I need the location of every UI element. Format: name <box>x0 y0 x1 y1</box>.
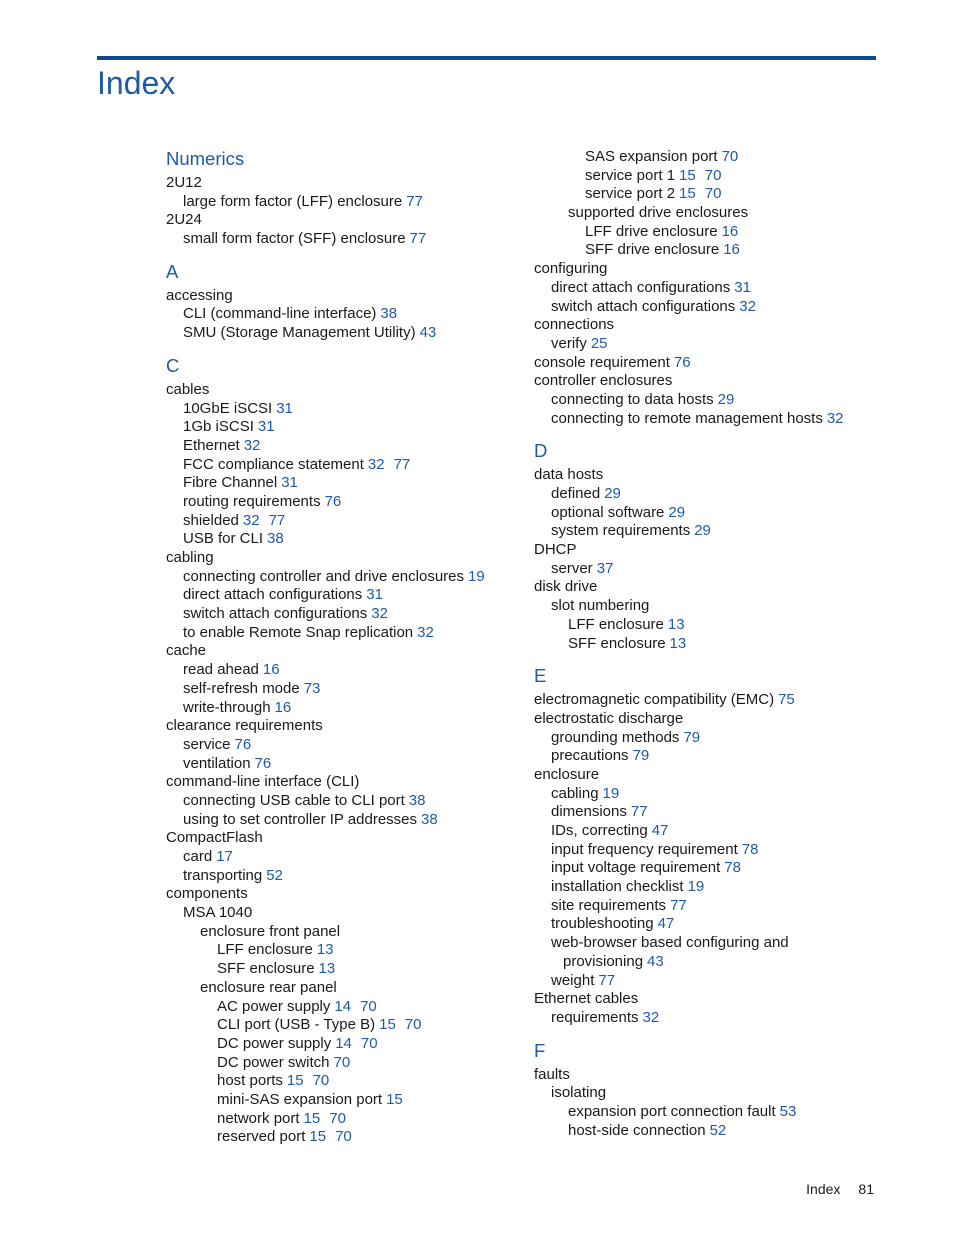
index-entry <box>534 504 874 523</box>
page-reference-link[interactable]: 13 <box>667 615 685 633</box>
index-term: to enable Remote Snap replication <box>183 623 414 641</box>
index-term: connecting to data hosts <box>551 390 714 408</box>
page-reference-link[interactable]: 70 <box>360 997 377 1015</box>
page-reference-link[interactable]: 15 <box>309 1128 327 1146</box>
index-entry <box>534 897 874 916</box>
index-entry <box>166 642 526 661</box>
index-entry <box>534 241 874 260</box>
index-term: weight <box>551 971 595 989</box>
index-term: MSA 1040 <box>183 904 253 922</box>
index-entry <box>534 878 874 897</box>
index-entry <box>166 979 526 998</box>
index-entry <box>534 822 874 841</box>
page-reference-link[interactable]: 70 <box>312 1072 330 1090</box>
page-reference-link[interactable]: 77 <box>406 192 423 210</box>
index-entry <box>534 766 874 785</box>
index-term: controller enclosures <box>534 372 673 390</box>
page-reference-link[interactable]: 38 <box>380 305 398 323</box>
index-term: grounding methods <box>551 728 680 746</box>
index-entry <box>166 381 526 400</box>
index-term: switch attach configurations <box>551 297 736 315</box>
page-reference-link[interactable]: 14 <box>335 1034 352 1052</box>
index-letter-heading: A <box>166 260 179 282</box>
page-reference-link[interactable]: 32 <box>739 297 756 315</box>
index-column-right <box>534 148 874 1140</box>
page-reference-link[interactable]: 31 <box>366 586 383 604</box>
index-entry <box>534 915 874 934</box>
page-reference-link[interactable]: 70 <box>704 185 722 203</box>
index-term: defined <box>551 485 601 502</box>
page-reference-link[interactable]: 17 <box>216 848 233 865</box>
index-term: electrostatic discharge <box>534 709 684 727</box>
index-entry <box>534 785 874 804</box>
index-term: web-browser based configuring and <box>551 934 789 952</box>
index-entry <box>534 616 874 635</box>
index-entry <box>534 1103 874 1122</box>
page-reference-link[interactable]: 13 <box>669 634 687 652</box>
index-entry <box>534 522 874 541</box>
index-entry <box>166 456 526 475</box>
page-reference-link[interactable]: 47 <box>651 822 669 839</box>
index-entry <box>166 605 526 624</box>
index-term: LFF enclosure <box>568 615 664 633</box>
index-entry <box>166 549 526 568</box>
index-entry <box>534 597 874 616</box>
index-term: disk drive <box>534 578 598 596</box>
index-column-left <box>166 148 526 1147</box>
page-reference-link[interactable]: 15 <box>386 1090 403 1108</box>
index-term: AC power supply <box>217 997 331 1015</box>
index-term: faults <box>534 1065 570 1083</box>
index-entry <box>166 1035 526 1054</box>
index-term: SFF drive enclosure <box>585 241 720 259</box>
index-entry <box>534 335 874 354</box>
index-entry <box>166 941 526 960</box>
index-term: clearance requirements <box>166 717 323 735</box>
page-reference-link[interactable]: 70 <box>721 148 739 165</box>
page-reference-link[interactable]: 31 <box>734 278 751 296</box>
page-reference-link[interactable]: 73 <box>303 679 321 697</box>
index-letter-heading: C <box>166 354 180 376</box>
index-term: IDs, correcting <box>551 822 648 839</box>
index-term: supported drive enclosures <box>568 204 749 222</box>
index-term: data hosts <box>534 466 604 484</box>
page-reference-link[interactable]: 77 <box>670 896 687 914</box>
index-entry <box>166 792 526 811</box>
index-term: shielded <box>183 511 239 529</box>
index-entry <box>166 1054 526 1073</box>
index-term: Ethernet <box>183 436 240 454</box>
index-term: self-refresh mode <box>183 679 300 697</box>
index-entry <box>166 586 526 605</box>
index-term: SMU (Storage Management Utility) <box>183 324 416 342</box>
page-reference-link[interactable]: 15 <box>679 185 696 203</box>
index-term: Fibre Channel <box>183 474 278 492</box>
index-term: transporting <box>183 866 263 884</box>
page-reference-link[interactable]: 29 <box>668 503 686 521</box>
page-reference-link[interactable]: 52 <box>709 1121 727 1139</box>
index-entry <box>166 923 526 942</box>
index-entry <box>166 493 526 512</box>
page-reference-link[interactable]: 15 <box>303 1109 321 1127</box>
index-entry <box>166 717 526 736</box>
index-entry <box>534 803 874 822</box>
index-term: configuring <box>534 260 608 278</box>
index-entry <box>166 829 526 848</box>
index-term: DC power switch <box>217 1053 330 1071</box>
index-entry <box>166 211 526 230</box>
footer-label: Index <box>806 1181 841 1197</box>
index-entry <box>534 1122 874 1141</box>
page-reference-link[interactable]: 32 <box>243 436 261 454</box>
index-term: service port 2 <box>585 185 676 203</box>
index-entry <box>534 372 874 391</box>
page-reference-link[interactable]: 32 <box>367 455 385 473</box>
page-reference-link[interactable]: 76 <box>234 735 252 753</box>
index-term: input frequency requirement <box>551 840 738 858</box>
index-entry <box>166 418 526 437</box>
index-term: enclosure rear panel <box>200 978 337 996</box>
index-term: USB for CLI <box>183 530 264 548</box>
index-entry <box>534 391 874 410</box>
index-term: connecting USB cable to CLI port <box>183 791 405 809</box>
index-entry <box>166 305 526 324</box>
page-reference-link[interactable]: 52 <box>266 866 283 884</box>
index-entry <box>166 474 526 493</box>
page-reference-link[interactable]: 32 <box>417 623 434 641</box>
index-term: DC power supply <box>217 1034 332 1052</box>
index-entry <box>534 691 874 710</box>
index-term: card <box>183 848 213 865</box>
page-reference-link[interactable]: 19 <box>602 784 620 802</box>
index-entry <box>166 174 526 193</box>
index-entry <box>534 185 874 204</box>
index-entry <box>166 400 526 419</box>
page-reference-link[interactable]: 38 <box>408 791 426 809</box>
index-entry <box>166 960 526 979</box>
index-term: Ethernet cables <box>534 990 639 1008</box>
index-entry <box>166 230 526 249</box>
index-entry <box>166 885 526 904</box>
index-term: host-side connection <box>568 1121 706 1139</box>
page-reference-link[interactable]: 15 <box>379 1016 396 1034</box>
page-reference-link[interactable]: 70 <box>360 1034 378 1052</box>
page-reference-link[interactable]: 25 <box>590 334 608 352</box>
index-term: site requirements <box>551 896 667 914</box>
index-entry <box>534 934 874 953</box>
index-entry <box>534 747 874 766</box>
page-reference-link[interactable]: 16 <box>262 661 280 679</box>
index-term: troubleshooting <box>551 915 654 933</box>
index-term: 1Gb iSCSI <box>183 418 254 436</box>
page-reference-link[interactable]: 19 <box>687 878 705 896</box>
page-reference-link[interactable]: 78 <box>741 840 759 858</box>
index-term: connecting to remote management hosts <box>551 409 823 427</box>
index-entry <box>534 729 874 748</box>
index-entry <box>166 1128 526 1147</box>
page-reference-link[interactable]: 76 <box>254 754 272 772</box>
index-term: enclosure front panel <box>200 922 341 940</box>
page-reference-link[interactable]: 32 <box>242 511 260 529</box>
index-term: CompactFlash <box>166 829 263 847</box>
index-term: SAS expansion port <box>585 148 718 165</box>
index-term: CLI (command-line interface) <box>183 305 377 323</box>
page-reference-link[interactable]: 32 <box>371 605 388 623</box>
index-term: direct attach configurations <box>183 586 363 604</box>
index-entry <box>534 167 874 186</box>
page-reference-link[interactable]: 70 <box>329 1109 346 1127</box>
footer-page-number: 81 <box>858 1181 874 1197</box>
page-reference-link[interactable]: 77 <box>409 230 427 248</box>
index-term: DHCP <box>534 541 577 559</box>
index-term: requirements <box>551 1008 639 1026</box>
index-term: console requirement <box>534 353 670 371</box>
index-entry <box>534 841 874 860</box>
page-reference-link[interactable]: 13 <box>318 960 336 978</box>
index-entry <box>534 260 874 279</box>
index-term: dimensions <box>551 803 627 821</box>
page-reference-link[interactable]: 31 <box>276 399 293 417</box>
index-term: cabling <box>551 784 599 802</box>
index-term: cables <box>166 380 210 398</box>
index-entry <box>166 661 526 680</box>
index-term: verify <box>551 334 587 352</box>
page-reference-link[interactable]: 75 <box>778 691 795 709</box>
index-term: reserved port <box>217 1128 306 1146</box>
index-term: connections <box>534 316 615 334</box>
index-entry <box>534 1009 874 1028</box>
index-term: large form factor (LFF) enclosure <box>183 192 403 210</box>
index-entry <box>534 316 874 335</box>
index-term: input voltage requirement <box>551 859 721 877</box>
index-letter-heading: Numerics <box>166 148 245 169</box>
index-entry <box>166 998 526 1017</box>
index-entry <box>534 990 874 1009</box>
index-entry <box>534 1066 874 1085</box>
index-entry <box>534 972 874 991</box>
index-entry <box>534 1084 874 1103</box>
page-reference-link[interactable]: 13 <box>316 941 334 959</box>
index-term: switch attach configurations <box>183 605 368 623</box>
index-entry <box>166 773 526 792</box>
index-term: command-line interface (CLI) <box>166 773 360 791</box>
page-reference-link[interactable]: 15 <box>679 166 696 184</box>
index-entry <box>166 867 526 886</box>
index-term: 2U12 <box>166 174 202 191</box>
index-term: 10GbE iSCSI <box>183 399 273 417</box>
index-entry <box>166 1016 526 1035</box>
page-reference-link[interactable]: 32 <box>642 1008 660 1026</box>
page-reference-link[interactable]: 79 <box>683 728 701 746</box>
index-entry <box>534 204 874 223</box>
index-term: using to set controller IP addresses <box>183 810 418 828</box>
index-letter-heading: E <box>534 665 547 687</box>
index-term: small form factor (SFF) enclosure <box>183 230 406 248</box>
page-reference-link[interactable]: 70 <box>404 1016 422 1034</box>
page-footer <box>806 1180 874 1198</box>
index-term: network port <box>217 1109 300 1127</box>
page-reference-link[interactable]: 32 <box>826 409 844 427</box>
index-entry <box>166 437 526 456</box>
index-entry <box>534 578 874 597</box>
header-rule <box>97 56 876 60</box>
page-reference-link[interactable]: 77 <box>630 803 648 821</box>
index-entry <box>166 680 526 699</box>
page-reference-link[interactable]: 47 <box>657 915 675 933</box>
page-reference-link[interactable]: 31 <box>257 418 275 436</box>
index-entry <box>166 755 526 774</box>
page-reference-link[interactable]: 38 <box>421 810 438 828</box>
page-reference-link[interactable]: 77 <box>393 455 411 473</box>
index-entry <box>166 324 526 343</box>
index-term: ventilation <box>183 754 251 772</box>
page-reference-link[interactable]: 79 <box>632 747 650 765</box>
page-reference-link[interactable]: 77 <box>268 511 286 529</box>
page-reference-link[interactable]: 29 <box>604 485 621 502</box>
index-entry <box>166 568 526 587</box>
page-reference-link[interactable]: 70 <box>335 1128 352 1146</box>
index-entry <box>534 279 874 298</box>
index-term: host ports <box>217 1072 283 1090</box>
page-reference-link[interactable]: 78 <box>724 859 741 877</box>
index-entry <box>534 859 874 878</box>
index-entry <box>166 1110 526 1129</box>
index-term: optional software <box>551 503 665 521</box>
page-reference-link[interactable]: 77 <box>598 971 616 989</box>
index-term: mini-SAS expansion port <box>217 1090 383 1108</box>
page-title: Index <box>97 65 176 101</box>
index-entry <box>534 354 874 373</box>
index-term: provisioning <box>563 952 644 970</box>
index-term: components <box>166 885 248 903</box>
page-reference-link[interactable]: 76 <box>673 353 691 371</box>
index-entry <box>166 193 526 212</box>
index-term: connecting controller and drive enclosures <box>183 567 464 585</box>
page-reference-link[interactable]: 43 <box>419 324 437 342</box>
page-reference-link[interactable]: 29 <box>717 390 735 408</box>
index-entry <box>166 904 526 923</box>
index-term: direct attach configurations <box>551 278 731 296</box>
index-term: write-through <box>183 698 271 716</box>
page-reference-link[interactable]: 43 <box>647 952 664 970</box>
index-term: service <box>183 735 231 753</box>
index-term: LFF drive enclosure <box>585 222 718 240</box>
index-entry <box>166 530 526 549</box>
index-term: routing requirements <box>183 492 321 510</box>
index-entry <box>166 699 526 718</box>
page-reference-link[interactable]: 31 <box>281 474 298 492</box>
index-entry <box>534 710 874 729</box>
index-letter-heading: F <box>534 1039 546 1061</box>
index-entry <box>534 541 874 560</box>
index-letter-heading: D <box>534 440 548 462</box>
index-entry <box>534 410 874 429</box>
index-entry <box>166 512 526 531</box>
index-term: SFF enclosure <box>217 960 315 978</box>
index-term: accessing <box>166 286 233 304</box>
page-reference-link[interactable]: 37 <box>596 559 614 577</box>
index-entry <box>166 287 526 306</box>
page-reference-link[interactable]: 14 <box>334 997 352 1015</box>
page-reference-link[interactable]: 15 <box>286 1072 304 1090</box>
index-entry <box>534 298 874 317</box>
page-reference-link[interactable]: 53 <box>779 1102 797 1120</box>
index-entry <box>534 466 874 485</box>
index-term: isolating <box>551 1084 607 1102</box>
index-term: enclosure <box>534 765 600 783</box>
index-term: server <box>551 559 593 577</box>
index-entry <box>166 624 526 643</box>
index-term: cache <box>166 642 207 660</box>
index-term: FCC compliance statement <box>183 455 364 473</box>
index-term: read ahead <box>183 661 259 679</box>
index-entry <box>166 848 526 867</box>
page-reference-link[interactable]: 16 <box>721 222 739 240</box>
page-reference-link[interactable]: 38 <box>267 530 284 548</box>
index-term: SFF enclosure <box>568 634 666 652</box>
index-term: 2U24 <box>166 211 202 229</box>
index-term: cabling <box>166 549 214 566</box>
index-entry <box>166 1091 526 1110</box>
index-entry <box>166 811 526 830</box>
index-term: electromagnetic compatibility (EMC) <box>534 691 775 709</box>
index-term: system requirements <box>551 522 691 540</box>
page-reference-link[interactable]: 70 <box>704 166 722 184</box>
index-entry <box>534 148 874 167</box>
index-term: CLI port (USB - Type B) <box>217 1016 376 1034</box>
page-reference-link[interactable]: 19 <box>468 567 485 585</box>
page-reference-link[interactable]: 70 <box>333 1053 351 1071</box>
index-term: installation checklist <box>551 878 684 896</box>
index-entry <box>166 736 526 755</box>
page-reference-link[interactable]: 16 <box>723 241 740 259</box>
index-entry <box>534 953 874 972</box>
index-term: slot numbering <box>551 597 650 615</box>
index-entry <box>534 223 874 242</box>
index-entry <box>166 1072 526 1091</box>
page-reference-link[interactable]: 16 <box>274 698 292 716</box>
index-entry <box>534 635 874 654</box>
index-term: expansion port connection fault <box>568 1102 776 1120</box>
index-term: service port 1 <box>585 166 676 184</box>
page-reference-link[interactable]: 29 <box>694 522 711 540</box>
index-entry <box>534 485 874 504</box>
index-entry <box>534 560 874 579</box>
index-term: LFF enclosure <box>217 941 313 959</box>
index-term: precautions <box>551 747 629 765</box>
page-reference-link[interactable]: 76 <box>324 492 342 510</box>
